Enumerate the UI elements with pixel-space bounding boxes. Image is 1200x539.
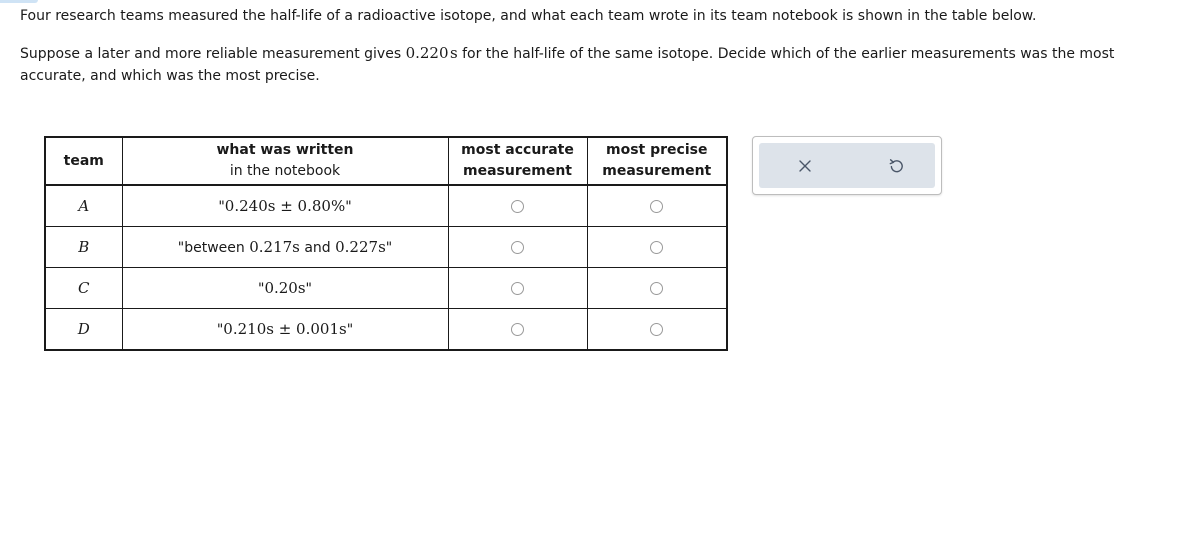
- question-value: 0.220: [405, 44, 449, 62]
- clear-button[interactable]: [792, 153, 818, 179]
- question-text: [20, 42, 1180, 87]
- header-most-accurate: most accurate measurement: [448, 137, 587, 185]
- most-accurate-radio-b[interactable]: [511, 241, 524, 254]
- question-part2: for the half-life of the same isotope. Decide which of the earlier measurements was the most accurate, and which was the most precise.: [20, 46, 1115, 84]
- most-accurate-radio-a[interactable]: [511, 200, 524, 213]
- answer-table: [44, 136, 728, 351]
- table-row: [45, 309, 727, 351]
- team-label: D: [77, 320, 90, 338]
- most-precise-radio-a[interactable]: [650, 200, 663, 213]
- accurate-cell: [448, 268, 587, 309]
- table-row: [45, 268, 727, 309]
- accurate-cell: [448, 227, 587, 268]
- team-label: B: [78, 238, 90, 256]
- top-accent-bar: [0, 0, 38, 3]
- most-precise-radio-b[interactable]: [650, 241, 663, 254]
- team-label: C: [78, 279, 90, 297]
- team-label: A: [78, 197, 90, 215]
- most-precise-radio-c[interactable]: [650, 282, 663, 295]
- team-cell: [45, 185, 122, 227]
- answer-tools-panel: [752, 136, 942, 195]
- notebook-cell: "0.210s ± 0.001s": [122, 309, 448, 351]
- header-team: team: [45, 137, 122, 185]
- notebook-cell: "0.20s": [122, 268, 448, 309]
- precise-cell: [587, 309, 727, 351]
- undo-button[interactable]: [883, 153, 909, 179]
- question-part1: Suppose a later and more reliable measurement gives: [20, 46, 406, 62]
- answer-tools-bar: [759, 143, 935, 188]
- team-cell: [45, 309, 122, 351]
- accurate-cell: [448, 185, 587, 227]
- precise-cell: [587, 268, 727, 309]
- header-row: [45, 137, 727, 185]
- most-accurate-radio-d[interactable]: [511, 323, 524, 336]
- undo-icon: [888, 158, 904, 174]
- header-most-precise: most precise measurement: [587, 137, 727, 185]
- accurate-cell: [448, 309, 587, 351]
- table-row: [45, 227, 727, 268]
- precise-cell: [587, 185, 727, 227]
- close-icon: [798, 159, 812, 173]
- header-notebook: what was written in the notebook: [122, 137, 448, 185]
- precise-cell: [587, 227, 727, 268]
- most-accurate-radio-c[interactable]: [511, 282, 524, 295]
- most-precise-radio-d[interactable]: [650, 323, 663, 336]
- team-cell: [45, 268, 122, 309]
- question-unit: s: [449, 44, 458, 62]
- team-cell: [45, 227, 122, 268]
- table-row: [45, 185, 727, 227]
- notebook-cell: "between 0.217s and 0.227s": [122, 227, 448, 268]
- notebook-cell: "0.240s ± 0.80%": [122, 185, 448, 227]
- intro-text: Four research teams measured the half-life of a radioactive isotope, and what each team wrote in its team notebook is shown in the table below.: [20, 8, 1037, 24]
